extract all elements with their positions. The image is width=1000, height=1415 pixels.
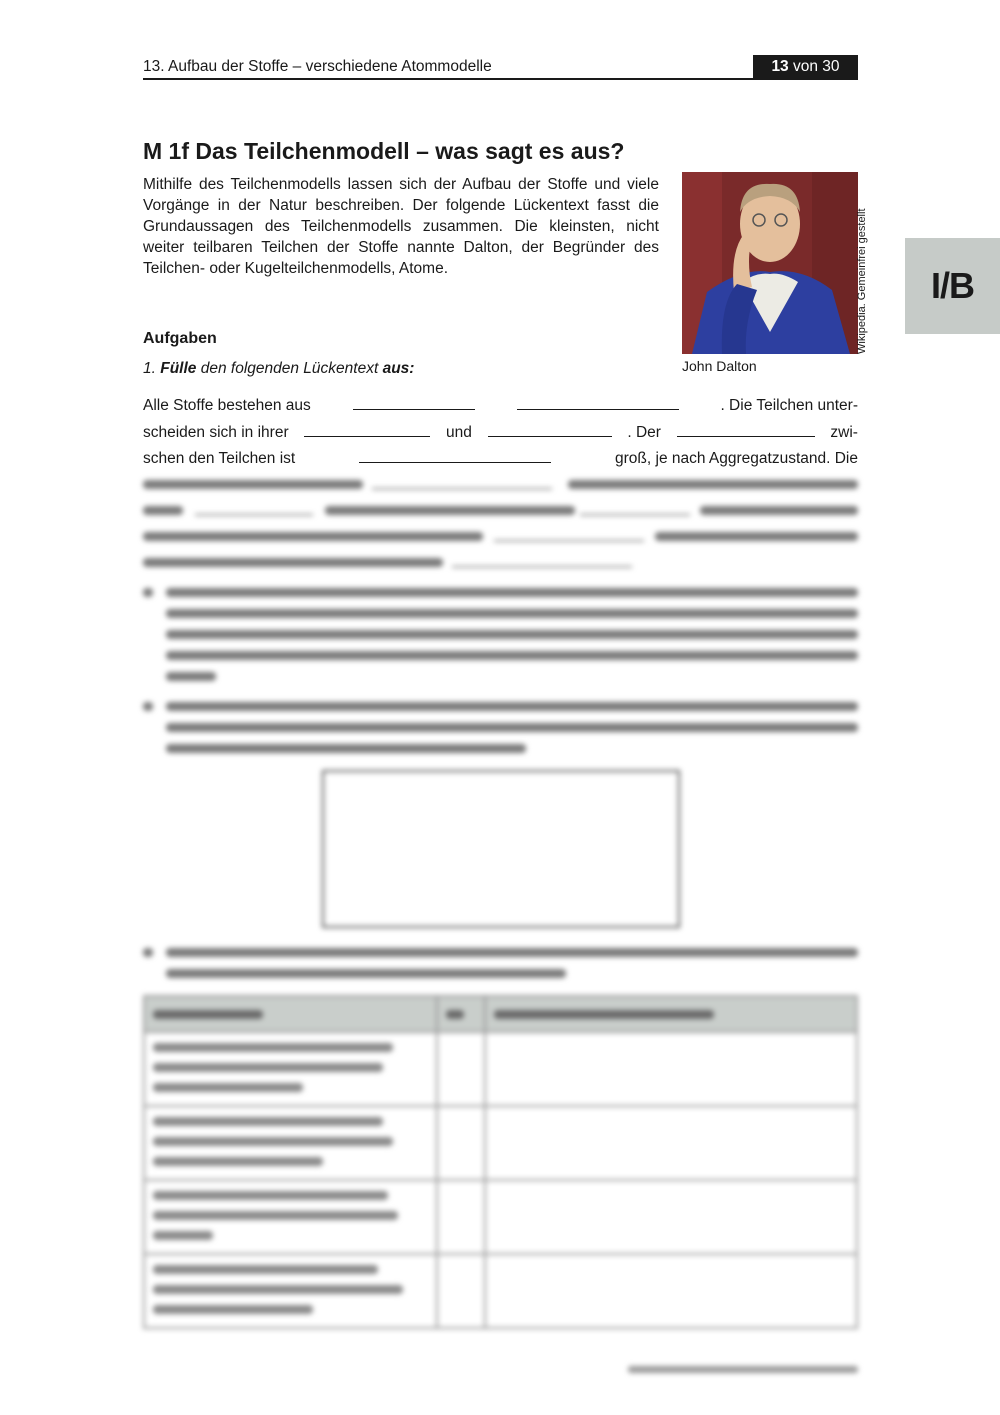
task-1-instruction (143, 360, 414, 378)
table-row (144, 1180, 857, 1254)
header-title: 13. Aufbau der Stoffe – verschiedene Atommodelle (143, 58, 492, 75)
cloze-text-segment: und (446, 423, 472, 441)
table-header-row (144, 996, 857, 1032)
task-1-number: 1. (143, 360, 156, 377)
correction-cell[interactable] (485, 1180, 857, 1254)
checkbox-cell[interactable] (437, 1032, 485, 1106)
correction-cell[interactable] (485, 1254, 857, 1328)
cloze-line-1 (143, 393, 858, 420)
table-row (144, 1106, 857, 1180)
table-row (144, 1254, 857, 1328)
drawing-answer-box[interactable] (322, 770, 680, 928)
blank-field[interactable] (517, 395, 679, 410)
statement-cell (144, 1180, 437, 1254)
blank-field[interactable] (488, 422, 612, 437)
header-rule (143, 78, 858, 80)
statement-cell (144, 1254, 437, 1328)
blank-field[interactable] (304, 422, 430, 437)
cloze-text-segment: groß, je nach Aggregatzustand. Die (615, 450, 858, 467)
correction-cell[interactable] (485, 1032, 857, 1106)
statements-table (143, 995, 858, 1329)
blank-field[interactable] (359, 448, 551, 463)
worksheet-title: M 1f Das Teilchenmodell – was sagt es aus? (143, 138, 625, 164)
table-row (144, 1032, 857, 1106)
tasks-heading: Aufgaben (143, 330, 217, 347)
page-current: 13 (771, 58, 789, 75)
blurred-footer (626, 1362, 862, 1378)
checkbox-cell[interactable] (437, 1254, 485, 1328)
blank-field[interactable] (353, 395, 475, 410)
cloze-text-segment: scheiden sich in ihrer (143, 423, 289, 441)
intro-text: Mithilfe des Teilchenmodells lassen sich der Aufbau der Stoffe und viele Vorgänge in der Natur beschreiben. Der folgende Lückentext fasst die Grundaussagen des Teilchenmodells zusammen. Die kleinsten, nicht weiter teilbaren Teilchen der Stoffe nannte Dalton, der Begründer des Teilchen- oder Kugelteilchenmodells, Atome. (143, 176, 659, 277)
table-header-cell (144, 996, 437, 1032)
statement-cell (144, 1032, 437, 1106)
table-header-cell (437, 996, 485, 1032)
checkbox-cell[interactable] (437, 1106, 485, 1180)
cloze-line-2 (143, 420, 858, 447)
section-tab: I/B (905, 238, 1000, 334)
cloze-text-segment: . Der (627, 423, 661, 441)
image-caption: John Dalton (682, 358, 757, 374)
blurred-task-c (140, 940, 862, 985)
page-total: von 30 (793, 58, 840, 75)
task-1-end: aus: (382, 360, 415, 377)
cloze-text (143, 393, 858, 473)
cloze-text-segment: . Die Teilchen unter- (720, 397, 858, 414)
table-header-cell (485, 996, 857, 1032)
checkbox-cell[interactable] (437, 1180, 485, 1254)
correction-cell[interactable] (485, 1106, 857, 1180)
statement-cell (144, 1106, 437, 1180)
task-1-middle: den folgenden Lückentext (200, 360, 379, 377)
cloze-text-segment: Alle Stoffe bestehen aus (143, 397, 311, 414)
blank-field[interactable] (677, 422, 815, 437)
cloze-text-segment: schen den Teilchen ist (143, 450, 296, 467)
task-1-verb: Fülle (160, 360, 197, 377)
cloze-line-3 (143, 446, 858, 473)
blurred-text-block (140, 472, 862, 767)
portrait-image (682, 172, 858, 354)
image-credit: Wikipedia. Gemeinfrei gestellt (856, 208, 868, 354)
cloze-text-segment: zwi- (830, 423, 858, 441)
page-number-box (753, 55, 858, 79)
